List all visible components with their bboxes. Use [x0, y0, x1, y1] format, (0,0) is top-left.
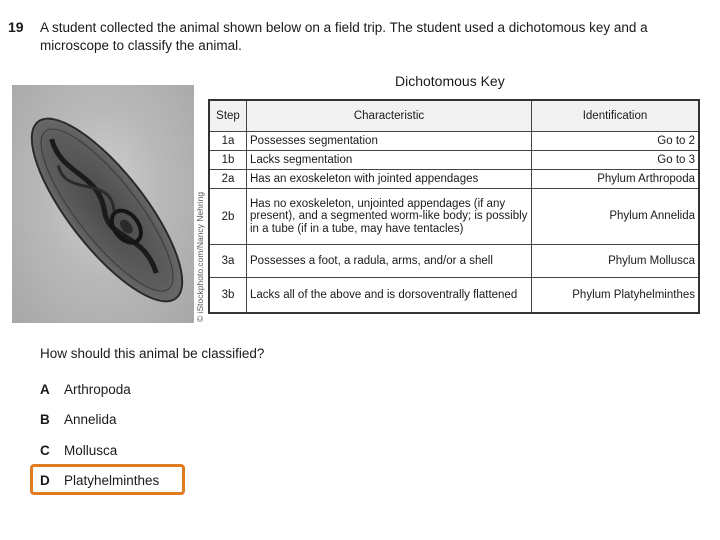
step-cell: 2b — [209, 189, 247, 245]
table-row — [209, 170, 699, 189]
identification-cell: Phylum Mollusca — [532, 245, 700, 278]
identification-cell: Phylum Arthropoda — [532, 170, 700, 189]
identification-cell: Phylum Annelida — [532, 189, 700, 245]
characteristic-cell: Possesses a foot, a radula, arms, and/or a shell — [247, 245, 532, 278]
header-step: Step — [209, 100, 247, 132]
choice-text: Annelida — [64, 412, 117, 427]
table-row — [209, 189, 699, 245]
question-text: A student collected the animal shown below on a field trip. The student used a dichotomous key and a microscope to classify the animal. — [40, 20, 648, 53]
characteristic-cell: Lacks segmentation — [247, 151, 532, 170]
characteristic-cell: Has no exoskeleton, unjointed appendages (if any present), and a segmented worm-like body; is possibly in a tube (if in a tube, may have tentacles) — [247, 189, 532, 245]
identification-cell: Phylum Platyhelminthes — [532, 278, 700, 314]
table-row — [209, 132, 699, 151]
question-number: 19 — [8, 19, 24, 35]
table-header-row — [209, 100, 699, 132]
choice-text: Platyhelminthes — [64, 473, 160, 488]
key-title: Dichotomous Key — [395, 73, 505, 89]
choice-letter: B — [40, 412, 50, 427]
answer-highlight-box — [30, 464, 185, 495]
header-identification: Identification — [532, 100, 700, 132]
identification-cell: Go to 3 — [532, 151, 700, 170]
choice-letter: A — [40, 382, 50, 397]
step-cell: 3b — [209, 278, 247, 314]
header-characteristic: Characteristic — [247, 100, 532, 132]
characteristic-cell: Lacks all of the above and is dorsoventrally flattened — [247, 278, 532, 314]
characteristic-cell: Has an exoskeleton with jointed appendages — [247, 170, 532, 189]
identification-cell: Go to 2 — [532, 132, 700, 151]
flatworm-specimen-photo — [12, 85, 194, 323]
choice-text: Arthropoda — [64, 382, 131, 397]
step-cell: 2a — [209, 170, 247, 189]
choice-b[interactable] — [40, 412, 117, 427]
dichotomous-key-table — [208, 99, 700, 314]
choice-letter: D — [40, 473, 50, 488]
specimen-photo — [12, 85, 194, 323]
table-row — [209, 245, 699, 278]
table-row — [209, 278, 699, 314]
choice-c[interactable] — [40, 443, 117, 458]
step-cell: 1b — [209, 151, 247, 170]
characteristic-cell: Possesses segmentation — [247, 132, 532, 151]
table-row — [209, 151, 699, 170]
choice-text: Mollusca — [64, 443, 118, 458]
choice-letter: C — [40, 443, 50, 458]
photo-credit: © iStockphoto.com/Nancy Nehring — [195, 191, 205, 322]
answer-prompt: How should this animal be classified? — [40, 346, 265, 361]
choice-a[interactable] — [40, 382, 131, 397]
step-cell: 3a — [209, 245, 247, 278]
step-cell: 1a — [209, 132, 247, 151]
